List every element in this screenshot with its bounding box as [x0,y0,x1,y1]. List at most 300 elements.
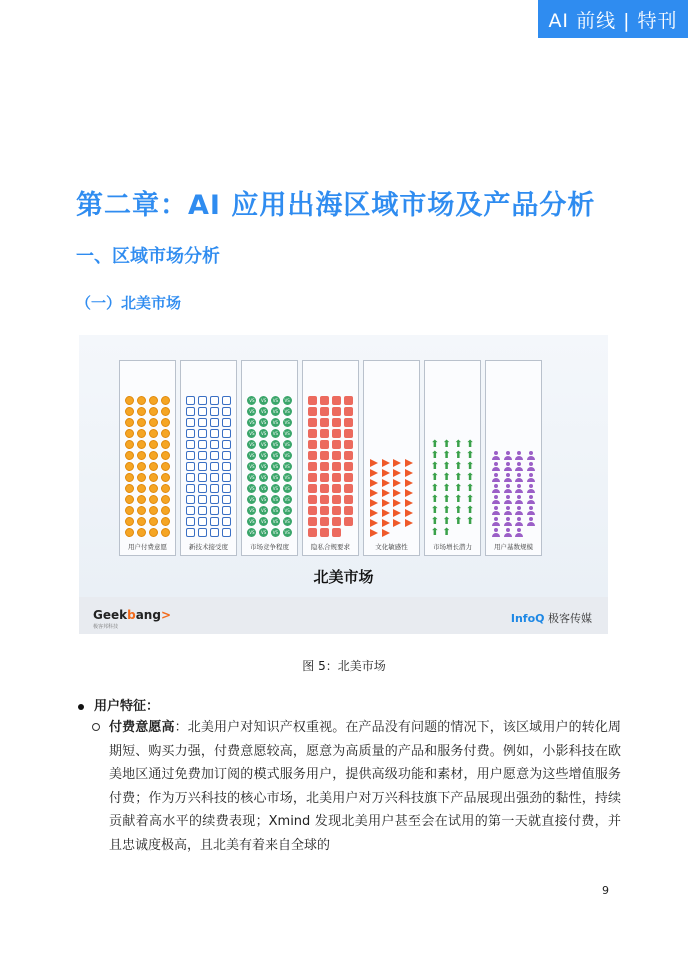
chip-icon [210,396,219,405]
coin-icon [125,528,134,537]
person-icon [491,506,500,515]
person-icon [491,484,500,493]
chip-icon [198,396,207,405]
figure-column [363,360,420,556]
vs-icon: VS [284,442,290,447]
coin-icon [125,451,134,460]
coin-icon [137,506,146,515]
icon-grid [186,396,231,537]
coin-icon [125,429,134,438]
figure-columns [119,360,542,556]
coin-icon [125,462,134,471]
flag-icon [370,469,378,477]
chip-icon [186,451,195,460]
vs-icon: VS [272,409,279,414]
coin-icon [149,418,158,427]
person-icon [527,473,536,482]
lock-icon [344,418,353,427]
person-icon [491,495,500,504]
vs-icon: VS [260,398,267,403]
chip-icon [186,462,195,471]
vs-icon: VS [284,519,290,524]
lock-icon [344,440,353,449]
vs-icon: VS [260,464,267,469]
chip-icon [222,528,231,537]
coin-icon [137,418,146,427]
vs-icon: VS [260,431,267,436]
arrow-up-icon: ⬆ [465,450,475,461]
lock-icon [332,396,341,405]
coin-icon [137,484,146,493]
arrow-up-icon: ⬆ [442,439,451,450]
vs-icon: VS [260,530,267,535]
person-icon [503,462,512,471]
arrow-up-icon: ⬆ [454,494,463,505]
vs-icon: VS [272,508,279,513]
lock-icon [344,517,353,526]
lock-icon [320,429,329,438]
vs-icon: VS [260,497,267,502]
arrow-up-icon: ⬆ [465,439,475,450]
person-icon [515,495,524,504]
lock-icon [308,495,317,504]
lock-icon [320,451,329,460]
arrow-up-icon: ⬆ [430,527,440,538]
arrow-up-icon: ⬆ [442,516,451,527]
vs-icon: VS [284,486,290,491]
chip-icon [186,517,195,526]
coin-icon [149,495,158,504]
chip-icon [210,462,219,471]
vs-icon: VS [284,431,290,436]
coin-icon [149,517,158,526]
lock-icon [320,484,329,493]
figure-caption: 图 5：北美市场 [302,659,386,673]
bullet-title: 用户特征： [94,699,160,714]
vs-icon: VS [249,442,255,447]
chip-icon [222,495,231,504]
chip-icon [198,528,207,537]
arrow-up-icon: ⬆ [465,483,475,494]
person-icon [527,484,536,493]
lock-icon [308,473,317,482]
lock-icon [320,396,329,405]
bullet-user-features [78,695,159,714]
icon-grid [491,451,536,537]
page-number: 9 [602,884,609,897]
vs-icon: VS [272,420,279,425]
lock-icon [344,484,353,493]
chip-icon [198,506,207,515]
flag-icon [370,529,378,537]
lock-icon [332,473,341,482]
flag-icon [393,479,401,487]
vs-icon: VS [284,475,290,480]
person-icon [515,528,524,537]
lock-icon [332,506,341,515]
person-icon [503,484,512,493]
chip-icon [198,429,207,438]
column-label: 隐私合规要求 [311,543,350,551]
chip-icon [222,429,231,438]
flag-icon [370,509,378,517]
coin-icon [137,440,146,449]
arrow-up-icon: ⬆ [430,461,440,472]
lock-icon [320,517,329,526]
header-badge: AI 前线 | 特刊 [538,0,688,38]
coin-icon [149,407,158,416]
flag-icon [382,509,390,517]
lock-icon [332,495,341,504]
lock-icon [332,484,341,493]
coin-icon [161,396,170,405]
flag-icon [382,469,390,477]
paragraph-lead: 付费意愿高 [109,720,175,735]
coin-icon [149,440,158,449]
lock-icon [344,506,353,515]
person-icon [527,451,536,460]
person-icon [503,473,512,482]
flag-icon [370,479,378,487]
paragraph-willingness-to-pay [109,716,621,858]
arrow-up-icon: ⬆ [454,450,463,461]
icon-grid [125,396,170,537]
chip-icon [186,484,195,493]
vs-icon: VS [260,508,267,513]
coin-icon [149,451,158,460]
coin-icon [161,418,170,427]
paragraph-text: ：北美用户对知识产权重视。在产品没有问题的情况下，该区域用户的转化周期短、购买力强，付费意愿较高，愿意为高质量的产品和服务付费。例如，小影科技在欧美地区通过免费加订阅的模式服务用户，提供高级功能和素材，用户愿意为这些增值服务付费；作为万兴科技的核心市场，北美用户对万兴科技旗下产品展现出强劲的黏性，持续贡献着高水平的续费表现；Xmind 发现北美用户甚至会在试用的第一天就直接付费，并且忠诚度极高，且北美有着来自全球的 [109,720,621,853]
person-icon [503,506,512,515]
flag-icon [393,459,401,467]
chip-icon [222,484,231,493]
arrow-up-icon: ⬆ [442,527,451,538]
vs-icon: VS [284,409,290,414]
lock-icon [320,528,329,537]
vs-icon: VS [272,497,279,502]
chip-icon [186,396,195,405]
person-icon [515,473,524,482]
chip-icon [222,418,231,427]
icon-grid [369,459,414,537]
person-icon [527,506,536,515]
coin-icon [125,473,134,482]
lock-icon [320,418,329,427]
column-label: 文化敏感性 [375,543,408,551]
coin-icon [149,506,158,515]
arrow-up-icon: ⬆ [430,505,440,516]
chip-icon [198,451,207,460]
arrow-up-icon: ⬆ [430,516,440,527]
coin-icon [125,517,134,526]
figure-title: 北美市场 [313,568,374,586]
coin-icon [161,451,170,460]
coin-icon [149,462,158,471]
figure-column [485,360,542,556]
vs-icon: VS [272,431,279,436]
chip-icon [210,451,219,460]
person-icon [515,484,524,493]
person-icon [515,462,524,471]
arrow-up-icon: ⬆ [454,472,463,483]
circle-bullet-icon [92,723,100,731]
lock-icon [320,407,329,416]
subsection-title: （一）北美市场 [76,294,182,312]
chip-icon [222,462,231,471]
chip-icon [222,506,231,515]
arrow-up-icon: ⬆ [442,483,451,494]
arrow-up-icon: ⬆ [430,472,440,483]
icon-grid [308,396,353,537]
vs-icon: VS [272,464,279,469]
flag-icon [370,519,378,527]
coin-icon [161,495,170,504]
person-icon [491,517,500,526]
flag-icon [382,459,390,467]
coin-icon [161,407,170,416]
lock-icon [332,451,341,460]
lock-icon [308,451,317,460]
figure-canvas [79,335,608,597]
vs-icon: VS [284,464,290,469]
lock-icon [320,495,329,504]
coin-icon [125,495,134,504]
flag-icon [405,519,413,527]
chip-icon [186,440,195,449]
coin-icon [161,440,170,449]
person-icon [491,473,500,482]
chip-icon [198,418,207,427]
infoq-logo [511,610,592,626]
chip-icon [186,407,195,416]
coin-icon [161,528,170,537]
arrow-up-icon: ⬆ [454,439,463,450]
lock-icon [308,429,317,438]
coin-icon [137,451,146,460]
lock-icon [344,462,353,471]
vs-icon: VS [249,497,255,502]
chip-icon [210,484,219,493]
chip-icon [210,440,219,449]
vs-icon: VS [260,519,267,524]
coin-icon [137,517,146,526]
lock-icon [320,506,329,515]
coin-icon [125,418,134,427]
lock-icon [332,407,341,416]
lock-icon [320,440,329,449]
arrow-up-icon: ⬆ [442,461,451,472]
lock-icon [332,429,341,438]
geekbang-logo: Geekbang> [93,608,171,622]
figure-column [119,360,176,556]
figure-column [302,360,359,556]
lock-icon [332,462,341,471]
chip-icon [222,451,231,460]
chip-icon [198,440,207,449]
column-label: 市场竞争程度 [250,543,289,551]
coin-icon [161,506,170,515]
chip-icon [186,495,195,504]
vs-icon: VS [284,508,290,513]
flag-icon [382,499,390,507]
chip-icon [210,407,219,416]
flag-icon [382,519,390,527]
chip-icon [186,506,195,515]
coin-icon [137,429,146,438]
vs-icon: VS [272,398,279,403]
flag-icon [393,469,401,477]
flag-icon [405,459,413,467]
coin-icon [137,407,146,416]
infoq-brand: InfoQ [510,612,545,625]
arrow-up-icon: ⬆ [454,483,463,494]
chip-icon [210,473,219,482]
lock-icon [344,495,353,504]
figure-north-america [79,335,608,634]
column-label: 用户基数规模 [494,543,533,551]
chip-icon [198,484,207,493]
chip-icon [198,407,207,416]
coin-icon [149,528,158,537]
coin-icon [149,429,158,438]
vs-icon: VS [272,442,279,447]
flag-icon [370,459,378,467]
lock-icon [344,429,353,438]
arrow-up-icon: ⬆ [465,494,475,505]
vs-icon: VS [249,453,255,458]
person-icon [527,462,536,471]
lock-icon [332,418,341,427]
lock-icon [332,528,341,537]
coin-icon [125,407,134,416]
coin-icon [137,473,146,482]
lock-icon [332,440,341,449]
vs-icon: VS [249,431,255,436]
column-label: 市场增长潜力 [433,543,472,551]
flag-icon [382,489,390,497]
coin-icon [137,396,146,405]
chip-icon [186,528,195,537]
column-label: 用户付费意愿 [128,543,167,551]
flag-icon [393,499,401,507]
vs-icon: VS [249,508,255,513]
coin-icon [161,429,170,438]
coin-icon [161,473,170,482]
vs-icon: VS [284,530,290,535]
coin-icon [125,440,134,449]
vs-icon: VS [260,486,267,491]
arrow-up-icon: ⬆ [454,505,463,516]
arrow-up-icon: ⬆ [454,516,463,527]
icon-grid [430,440,475,537]
lock-icon [344,396,353,405]
chip-icon [198,517,207,526]
flag-icon [393,509,401,517]
coin-icon [149,484,158,493]
icon-grid [247,396,292,537]
flag-icon [405,469,413,477]
arrow-up-icon: ⬆ [430,494,440,505]
vs-icon: VS [260,409,267,414]
figure-column [180,360,237,556]
vs-icon: VS [284,420,290,425]
vs-icon: VS [272,530,279,535]
chip-icon [222,473,231,482]
arrow-up-icon: ⬆ [465,516,475,527]
figure-column [241,360,298,556]
chip-icon [198,495,207,504]
vs-icon: VS [260,442,267,447]
arrow-up-icon: ⬆ [442,494,451,505]
vs-icon: VS [272,475,279,480]
flag-icon [393,519,401,527]
coin-icon [161,462,170,471]
chapter-title: 第二章：AI 应用出海区域市场及产品分析 [76,190,596,221]
column-label: 新技术接受度 [189,543,228,551]
person-icon [491,528,500,537]
geekbang-sub-label: 极客邦科技 [93,624,119,630]
coin-icon [161,517,170,526]
vs-icon: VS [260,453,267,458]
vs-icon: VS [249,420,255,425]
flag-icon [370,499,378,507]
infoq-text: 极客传媒 [548,612,592,625]
coin-icon [125,484,134,493]
lock-icon [308,517,317,526]
arrow-up-icon: ⬆ [442,472,451,483]
coin-icon [125,396,134,405]
flag-icon [405,499,413,507]
chip-icon [210,528,219,537]
arrow-up-icon: ⬆ [442,450,451,461]
vs-icon: VS [249,475,255,480]
lock-icon [344,473,353,482]
arrow-up-icon: ⬆ [465,472,475,483]
lock-icon [308,396,317,405]
coin-icon [125,506,134,515]
lock-icon [308,484,317,493]
chip-icon [210,517,219,526]
coin-icon [149,396,158,405]
flag-icon [393,489,401,497]
arrow-up-icon: ⬆ [465,461,475,472]
chip-icon [186,418,195,427]
lock-icon [308,407,317,416]
coin-icon [137,495,146,504]
person-icon [503,528,512,537]
figure-column [424,360,481,556]
lock-icon [308,418,317,427]
flag-icon [382,529,390,537]
lock-icon [344,451,353,460]
vs-icon: VS [260,420,267,425]
coin-icon [149,473,158,482]
lock-icon [332,517,341,526]
vs-icon: VS [249,398,255,403]
chip-icon [186,429,195,438]
chip-icon [186,473,195,482]
person-icon [515,517,524,526]
arrow-up-icon: ⬆ [430,483,440,494]
vs-icon: VS [284,453,290,458]
person-icon [527,517,536,526]
chip-icon [222,440,231,449]
flag-icon [382,479,390,487]
coin-icon [137,528,146,537]
coin-icon [137,462,146,471]
person-icon [503,517,512,526]
vs-icon: VS [249,530,255,535]
